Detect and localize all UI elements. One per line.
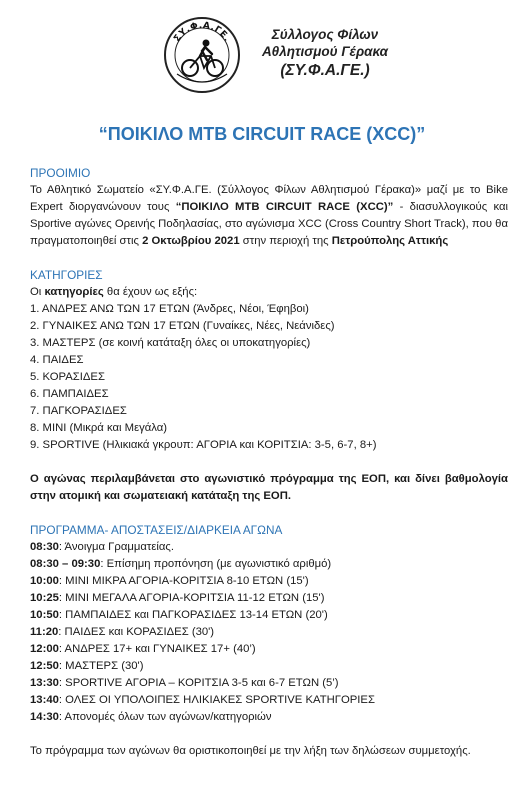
club-line-3: (ΣΥ.Φ.Α.ΓΕ.) (280, 62, 370, 79)
program-item (30, 624, 508, 641)
category-item: 2. ΓΥΝΑΙΚΕΣ ΑΝΩ ΤΩΝ 17 ΕΤΩΝ (Γυναίκες, Νέες, Νεάνιδες) (30, 320, 335, 332)
program-text: : Επίσημη προπόνηση (με αγωνιστικό αριθμό) (100, 558, 332, 570)
club-line-1: Σύλλογος Φίλων (271, 27, 379, 42)
document-body (30, 165, 508, 760)
category-item: 6. ΠΑΜΠΑΙΔΕΣ (30, 388, 109, 400)
program-item (30, 692, 508, 709)
program-time: 08:30 – 09:30 (30, 558, 101, 570)
program-text: : ΠΑΙΔΕΣ και ΚΟΡΑΣΙΔΕΣ (30') (58, 626, 215, 638)
program-text: : Άνοιγμα Γραμματείας. (58, 541, 175, 553)
program-item (30, 556, 508, 573)
program-text: : MINI ΜΙΚΡΑ ΑΓΟΡΙΑ-ΚΟΡΙΤΣΙΑ 8-10 ΕΤΩΝ (15') (58, 575, 309, 587)
program-item (30, 607, 508, 624)
program-time: 14:30 (30, 711, 59, 723)
program-time: 12:50 (30, 660, 59, 672)
program-text: : ΟΛΕΣ ΟΙ ΥΠΟΛΟΙΠΕΣ ΗΛΙΚΙΑΚΕΣ SPORTIVE ΚΑΤΗΓΟΡΙΕΣ (58, 694, 375, 706)
program-item (30, 641, 508, 658)
program-item (30, 675, 508, 692)
program-time: 11:20 (30, 626, 59, 638)
program-time: 10:00 (30, 575, 59, 587)
category-item: 8. MINI (Μικρά και Μεγάλα) (30, 422, 168, 434)
program-text: : Απονομές όλων των αγώνων/κατηγοριών (58, 711, 272, 723)
program-item (30, 573, 508, 590)
club-name (250, 26, 400, 82)
logo-text: ΣΥ.Φ.Α.ΓΕ. (172, 20, 232, 44)
club-line-2: Αθλητισμού Γέρακα (261, 44, 389, 59)
program-item (30, 658, 508, 675)
section-heading-categories: ΚΑΤΗΓΟΡΙΕΣ (30, 268, 103, 282)
closing-paragraph: Το πρόγραμμα των αγώνων θα οριστικοποιηθεί με την λήξη των δηλώσεων συμμετοχής. (30, 745, 471, 757)
program-time: 13:40 (30, 694, 59, 706)
program-text: : ΠΑΜΠΑΙΔΕΣ και ΠΑΓΚΟΡΑΣΙΔΕΣ 13-14 ΕΤΩΝ (20') (58, 609, 328, 621)
program-time: 10:25 (30, 592, 59, 604)
program-text: : SPORTIVE ΑΓΟΡΙΑ – ΚΟΡΙΤΣΙΑ 3-5 και 6-7 ΕΤΩΝ (5’) (58, 677, 339, 689)
document-title: “ΠΟΙΚΙΛΟ MTB CIRCUIT RACE (XCC)” (98, 124, 426, 144)
intro-paragraph: Το Αθλητικό Σωματείο «ΣΥ.Φ.Α.ΓΕ. (Σύλλογος Φίλων Αθλητισμού Γέρακα)» μαζί με το Bike Expert διοργανώνουν τους “ΠΟΙΚΙΛΟ MTB CIRCUIT RACE (XCC)” - διασυλλογικούς και Sportive αγώνες Ορεινής Ποδηλασίας, στο αγώνισμα XCC (Cross Country Short Track), που θα πραγματοποιηθεί στις 2 Οκτωβρίου 2021 στην περιοχή της Πετρούπολης Αττικής (30, 184, 508, 247)
category-item: 4. ΠΑΙΔΕΣ (30, 354, 84, 366)
section-heading-program: ΠΡΟΓΡΑΜΜΑ- ΑΠΟΣΤΑΣΕΙΣ/ΔΙΑΡΚΕΙΑ ΑΓΩΝΑ (30, 523, 283, 537)
program-time: 10:50 (30, 609, 59, 621)
categories-list (30, 301, 508, 454)
program-time: 13:30 (30, 677, 59, 689)
program-item (30, 590, 508, 607)
program-list (30, 539, 508, 726)
program-time: 08:30 (30, 541, 59, 553)
program-item (30, 709, 508, 726)
program-time: 12:00 (30, 643, 59, 655)
category-item: 5. ΚΟΡΑΣΙΔΕΣ (30, 371, 105, 383)
notice-paragraph: Ο αγώνας περιλαμβάνεται στο αγωνιστικό πρόγραμμα της ΕΟΠ, και δίνει βαθμολογία στην ατομική και σωματειακή κατάταξη της ΕΟΠ. (30, 473, 508, 502)
category-item: 3. ΜΑΣΤΕΡΣ (σε κοινή κατάταξη όλες οι υποκατηγορίες) (30, 337, 311, 349)
categories-lead: Οι κατηγορίες θα έχουν ως εξής: (30, 286, 198, 298)
section-heading-intro: ΠΡΟΟΙΜΙΟ (30, 166, 91, 180)
category-item: 7. ΠΑΓΚΟΡΑΣΙΔΕΣ (30, 405, 127, 417)
category-item: 1. ΑΝΔΡΕΣ ΑΝΩ ΤΩΝ 17 ΕΤΩΝ (Άνδρες, Νέοι, Έφηβοι) (30, 303, 309, 315)
program-text: : ΜΑΣΤΕΡΣ (30') (58, 660, 144, 672)
program-text: : ΑΝΔΡΕΣ 17+ και ΓΥΝΑΙΚΕΣ 17+ (40’) (58, 643, 256, 655)
header (0, 10, 524, 90)
program-item (30, 539, 508, 556)
club-logo (163, 16, 241, 94)
program-text: : MINI ΜΕΓΑΛΑ ΑΓΟΡΙΑ-ΚΟΡΙΤΣΙΑ 11-12 ΕΤΩΝ (15') (58, 592, 325, 604)
category-item: 9. SPORTIVE (Ηλικιακά γκρουπ: ΑΓΟΡΙΑ και ΚΟΡΙΤΣΙΑ: 3-5, 6-7, 8+) (30, 439, 377, 451)
